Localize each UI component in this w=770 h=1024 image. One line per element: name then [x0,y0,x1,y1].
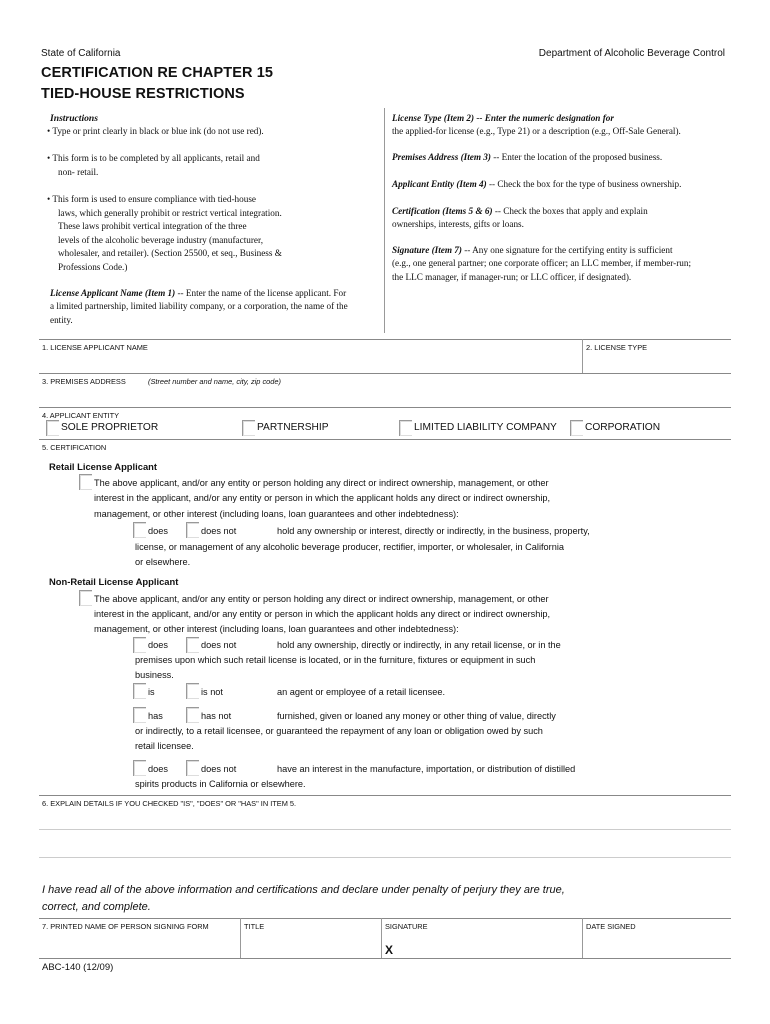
applicant-name-instruction [50,287,346,301]
field-2-divider [582,339,583,373]
signature-input[interactable] [400,932,580,956]
explain-line-2 [39,857,731,858]
field-7-top-rule [39,918,731,919]
nonretail-applicant-checkbox[interactable] [79,590,92,606]
instruction-bullet-2-line2: non- retail. [58,167,99,177]
nonretail-a-does-not-label: does not [201,640,237,650]
instruction-bullet-1: • Type or print clearly in black or blue ink (do not use red). [47,126,264,136]
signature-x-mark: X [385,943,394,957]
nonretail-c-has-not-label: has not [201,711,232,721]
entity-instruction-text: -- Check the box for the type of business ownership. [486,179,682,189]
license-type-instruction: License Type (Item 2) -- Enter the numeric designation for [392,113,614,123]
certification-instruction-line1: -- Check the boxes that apply and explain [492,206,648,216]
field-7-bottom-rule [39,958,731,959]
nonretail-d-line1: have an interest in the manufacture, importation, or distribution of distilled [277,764,576,774]
printed-name-label: 7. PRINTED NAME OF PERSON SIGNING FORM [42,922,209,931]
partnership-label: PARTNERSHIP [257,422,329,433]
nonretail-d-does-not-label: does not [201,764,237,774]
applicant-name-instruction-line1: -- Enter the name of the license applicant. For [175,288,347,298]
premises-instruction-text: -- Enter the location of the proposed business. [490,152,663,162]
corporation-checkbox[interactable] [570,420,583,436]
nonretail-a-does-checkbox[interactable] [133,637,146,653]
license-type-label: 2. LICENSE TYPE [586,343,648,352]
nonretail-a-does-not-checkbox[interactable] [186,637,199,653]
printed-name-input[interactable] [39,932,239,956]
nonretail-c-line2: or indirectly, to a retail licensee, or guaranteed the repayment of any loan or obligation owed by such [135,726,543,736]
nonretail-c-has-label: has [148,711,163,721]
instruction-bullet-3-line5: wholesaler, and retailer). (Section 25500, et seq., Business & [58,248,282,258]
field-1-top-rule [39,339,731,340]
nonretail-b-is-checkbox[interactable] [133,683,146,699]
instruction-bullet-3: • This form is used to ensure compliance with tied-house [47,194,256,204]
applicant-name-instruction-line3: entity. [50,315,73,325]
signature-divider [381,918,382,958]
nonretail-c-line1: furnished, given or loaned any money or other thing of value, directly [277,711,556,721]
instruction-bullet-3-line2: laws, which generally prohibit or restrict vertical integration. [58,208,282,218]
instruction-bullet-3-line1: This form is used to ensure compliance with tied-house [52,194,256,204]
signature-instruction-label: Signature (Item 7) [392,245,462,255]
corporation-label: CORPORATION [585,422,661,433]
date-divider [582,918,583,958]
signature-instruction [392,244,673,258]
retail-heading: Retail License Applicant [49,461,158,472]
certification-instruction [392,205,648,219]
retail-paragraph-line2: interest in the applicant, and/or any entity or person in which the applicant holds any direct or indirect ownership, [94,493,551,503]
nonretail-d-does-label: does [148,764,168,774]
explain-details-label: 6. EXPLAIN DETAILS IF YOU CHECKED "IS", "DOES" OR "HAS" IN ITEM 5. [42,799,297,808]
nonretail-a-line1: hold any ownership, directly or indirectly, in any retail license, or in the [277,640,561,650]
title-input[interactable] [244,932,379,956]
premises-address-input[interactable] [39,388,731,404]
premises-address-label: 3. PREMISES ADDRESS [42,377,126,386]
nonretail-a-line2: premises upon which such retail license is located, or in the furniture, fixtures or equipment in such [135,655,536,665]
declaration-line2: correct, and complete. [42,901,151,913]
form-title-line1: CERTIFICATION RE CHAPTER 15 [41,65,274,81]
instruction-bullet-3-line3: These laws prohibit vertical integration of the three [58,221,247,231]
sole-proprietor-label: SOLE PROPRIETOR [61,422,159,433]
nonretail-b-is-not-checkbox[interactable] [186,683,199,699]
certification-instruction-line2: ownerships, interests, gifts or loans. [392,219,524,229]
form-id: ABC-140 (12/09) [42,962,114,973]
nonretail-a-line3: business. [135,670,174,680]
retail-question-line3: or elsewhere. [135,557,191,567]
llc-checkbox[interactable] [399,420,412,436]
entity-instruction [392,178,681,192]
nonretail-b-line1: an agent or employee of a retail licensee. [277,687,446,697]
form-title-line2: TIED-HOUSE RESTRICTIONS [41,86,245,102]
instruction-bullet-3-line4: levels of the alcoholic beverage industry (manufacturer, [58,235,263,245]
retail-does-not-label: does not [201,526,237,536]
nonretail-c-has-not-checkbox[interactable] [186,707,199,723]
license-applicant-name-label: 1. LICENSE APPLICANT NAME [42,343,148,352]
retail-paragraph-line1: The above applicant, and/or any entity or person holding any direct or indirect ownership, management, or other [94,478,549,488]
nonretail-a-does-label: does [148,640,168,650]
explain-details-input[interactable] [39,810,731,875]
date-signed-label: DATE SIGNED [586,922,636,931]
title-label: TITLE [244,922,265,931]
partnership-checkbox[interactable] [242,420,255,436]
instruction-bullet-1-text: Type or print clearly in black or blue ink (do not use red). [52,126,264,136]
explain-line-1 [39,829,731,830]
applicant-entity-label: 4. APPLICANT ENTITY [42,411,120,420]
retail-does-label: does [148,526,168,536]
retail-does-checkbox[interactable] [133,522,146,538]
premises-instruction-label: Premises Address (Item 3) [392,152,491,162]
nonretail-c-has-checkbox[interactable] [133,707,146,723]
premises-instruction [392,151,662,165]
instruction-bullet-2: • This form is to be completed by all applicants, retail and [47,153,260,163]
instruction-bullet-2-line1: This form is to be completed by all applicants, retail and [52,153,260,163]
sole-proprietor-checkbox[interactable] [46,420,59,436]
license-type-instruction-line2: the applied-for license (e.g., Type 21) or a description (e.g., Off-Sale General). [392,126,681,136]
certification-instruction-label: Certification (Items 5 & 6) [392,206,493,216]
applicant-name-instruction-line2: a limited partnership, limited liability company, or a corporation, the name of the [50,301,348,311]
instructions-column-divider [384,108,385,333]
nonretail-b-is-label: is [148,687,155,697]
license-applicant-name-input[interactable] [39,352,581,371]
state-label: State of California [41,48,121,59]
retail-question-line2: license, or management of any alcoholic beverage producer, rectifier, importer, or wholesaler, in California [135,542,564,552]
department-label: Department of Alcoholic Beverage Control [538,48,725,59]
nonretail-paragraph-line2: interest in the applicant, and/or any entity or person in which the applicant holds any direct or indirect ownership, [94,609,551,619]
field-6-top-rule [39,795,731,796]
nonretail-c-line3: retail licensee. [135,741,194,751]
certification-label: 5. CERTIFICATION [42,443,107,452]
retail-question-line1: hold any ownership or interest, directly or indirectly, in the business, property, [277,526,590,536]
premises-address-hint: (Street number and name, city, zip code) [148,377,281,386]
applicant-name-instruction-label: License Applicant Name (Item 1) [50,288,176,298]
title-divider [240,918,241,958]
date-signed-input[interactable] [586,932,731,956]
field-4-top-rule [39,407,731,408]
retail-applicant-checkbox[interactable] [79,474,92,490]
license-type-input[interactable] [586,352,731,371]
field-3-top-rule [39,373,731,374]
nonretail-d-does-not-checkbox[interactable] [186,760,199,776]
declaration-line1: I have read all of the above information and certifications and declare under penalty of perjury they are true, [42,884,565,896]
signature-instruction-line2: (e.g., one general partner; one corporate officer; an LLC member, if member-run; [392,258,692,268]
nonretail-paragraph-line3: management, or other interest (including loans, loan guarantees and other indebtedness): [94,624,459,634]
nonretail-paragraph-line1: The above applicant, and/or any entity or person holding any direct or indirect ownership, management, or other [94,594,549,604]
field-5-top-rule [39,439,731,440]
instruction-bullet-3-line6: Professions Code.) [58,262,128,272]
signature-instruction-line3: the LLC manager, if manager-run; or LLC officer, if designated). [392,272,632,282]
instructions-heading: Instructions [50,113,98,124]
nonretail-heading: Non-Retail License Applicant [49,576,179,587]
nonretail-d-line2: spirits products in California or elsewhere. [135,779,306,789]
entity-instruction-label: Applicant Entity (Item 4) [392,179,487,189]
nonretail-b-is-not-label: is not [201,687,223,697]
llc-label: LIMITED LIABILITY COMPANY [414,422,557,433]
signature-label: SIGNATURE [385,922,428,931]
retail-does-not-checkbox[interactable] [186,522,199,538]
retail-paragraph-line3: management, or other interest (including loans, loan guarantees and other indebtedness): [94,509,459,519]
nonretail-d-does-checkbox[interactable] [133,760,146,776]
signature-instruction-line1: -- Any one signature for the certifying entity is sufficient [461,245,673,255]
